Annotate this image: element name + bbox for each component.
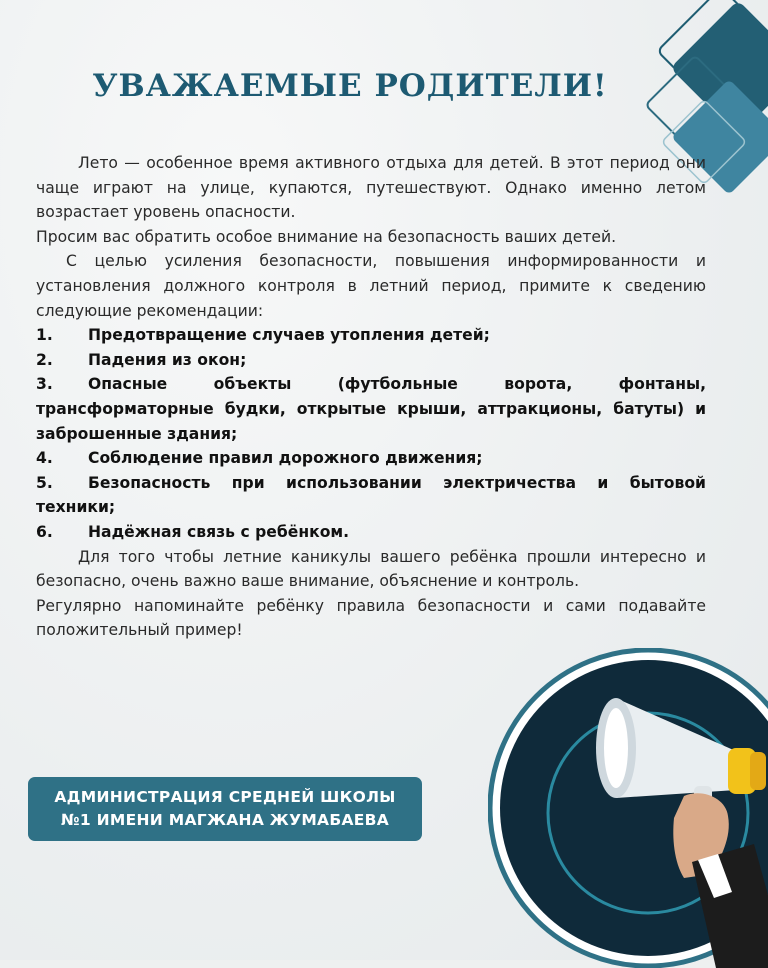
signature-line-1: АДМИНИСТРАЦИЯ СРЕДНЕЙ ШКОЛЫ (54, 788, 396, 806)
closing-paragraph-1: Для того чтобы летние каникулы вашего ребёнка прошли интересно и безопасно, очень важно ваше внимание, объяснение и контроль. (36, 547, 706, 591)
list-number: 5. (36, 473, 53, 492)
intro-paragraph-1: Лето — особенное время активного отдыха для детей. В этот период они чаще играют на улице, купаются, путешествуют. Однако именно летом возрастает уровень опасности. (36, 154, 706, 222)
page-title: УВАЖАЕМЫЕ РОДИТЕЛИ! (92, 68, 608, 104)
list-item (36, 348, 706, 373)
megaphone-illustration (488, 648, 768, 968)
list-text: Надёжная связь с ребёнком. (88, 522, 350, 541)
intro-paragraph-2: Просим вас обратить особое внимание на безопасность ваших детей. (36, 227, 617, 246)
signature-banner (28, 777, 422, 841)
list-number: 3. (36, 375, 53, 394)
list-number: 4. (36, 449, 53, 468)
list-text: Предотвращение случаев утопления детей; (88, 326, 490, 345)
list-text: Соблюдение правил дорожного движения; (88, 449, 483, 468)
signature-line-2: №1 ИМЕНИ МАГЖАНА ЖУМАБАЕВА (60, 811, 390, 829)
list-text: Опасные объекты (футбольные ворота, фонтаны, трансформаторные будки, открытые крыши, аттракционы, батуты) и заброшенные здания; (36, 375, 706, 443)
list-item (36, 372, 706, 446)
list-text: Безопасность при использовании электричества и бытовой техники; (36, 473, 706, 517)
list-item (36, 446, 706, 471)
list-text: Падения из окон; (88, 350, 247, 369)
list-number: 1. (36, 326, 53, 345)
list-item (36, 520, 706, 545)
closing-paragraph-2: Регулярно напоминайте ребёнку правила безопасности и сами подавайте положительный пример! (36, 596, 706, 640)
list-number: 2. (36, 350, 53, 369)
list-item (36, 471, 706, 520)
letter-body (36, 151, 706, 643)
intro-paragraph-3: С целью усиления безопасности, повышения информированности и установления должного контроля в летний период, примите к сведению следующие рекомендации: (36, 252, 706, 320)
list-item (36, 323, 706, 348)
list-number: 6. (36, 522, 53, 541)
